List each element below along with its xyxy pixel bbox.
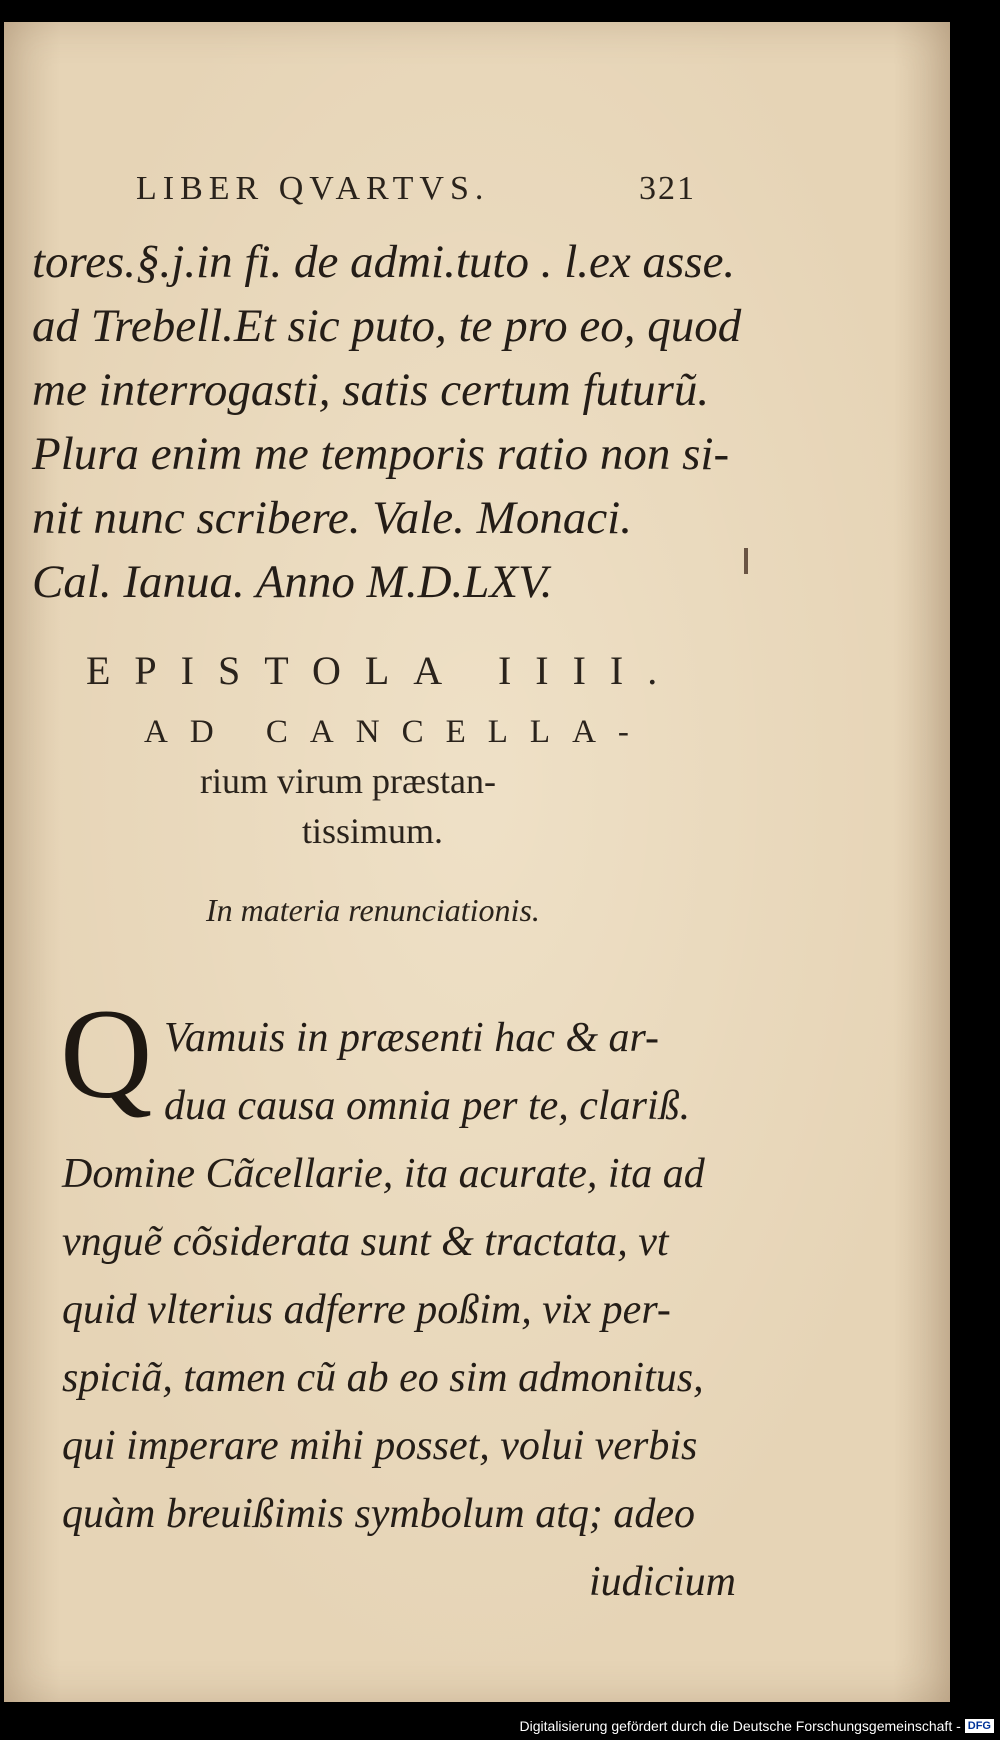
drop-initial: Q — [60, 983, 153, 1125]
text-line: Domine Cãcellarie, ita acurate, ita ad — [62, 1151, 705, 1197]
text-line: ad Trebell.Et sic puto, te pro eo, quod — [32, 300, 742, 352]
digitization-credit — [520, 1718, 994, 1734]
rubric: In materia renunciationis. — [206, 892, 540, 928]
text-line: quid vlterius adferre poßim, vix per- — [62, 1287, 671, 1333]
margin-mark — [744, 548, 748, 574]
epistle-address-line: tissimum. — [302, 811, 444, 851]
text-line: dua causa omnia per te, clariß. — [164, 1083, 691, 1129]
epistle-address-line: rium virum præstan- — [200, 761, 496, 801]
page-number: 321 — [639, 170, 696, 207]
running-title: LIBER QVARTVS. — [136, 170, 490, 207]
running-header — [136, 170, 696, 208]
epistle-title: EPISTOLA IIII. — [86, 648, 682, 693]
dfg-logo: DFG — [965, 1719, 994, 1733]
text-line: qui imperare mihi posset, volui verbis — [62, 1423, 698, 1469]
text-line: nit nunc scribere. Vale. Monaci. — [32, 492, 632, 544]
letter-body — [62, 1004, 742, 1616]
credit-text: Digitalisierung gefördert durch die Deutsche Forschungsgemeinschaft - — [519, 1718, 961, 1734]
text-line: Plura enim me temporis ratio non si- — [32, 428, 730, 480]
text-line: me interrogasti, satis certum futurũ. — [32, 364, 710, 416]
text-line: spiciã, tamen cũ ab eo sim admonitus, — [62, 1355, 704, 1401]
text-line: tores.§.j.in fi. de admi.tuto . l.ex asse. — [32, 236, 736, 288]
epistle-address-line: AD CANCELLA- — [144, 714, 651, 750]
book-page — [4, 22, 950, 1702]
text-line: quàm breuißimis symbolum atq; adeo — [62, 1491, 696, 1537]
catchword: iudicium — [589, 1559, 736, 1605]
text-line: Cal. Ianua. Anno M.D.LXV. — [32, 556, 553, 608]
text-line: Vamuis in præsenti hac & ar- — [164, 1015, 659, 1061]
continued-text — [32, 230, 742, 614]
text-line: vnguẽ cõsiderata sunt & tractata, vt — [62, 1219, 669, 1265]
